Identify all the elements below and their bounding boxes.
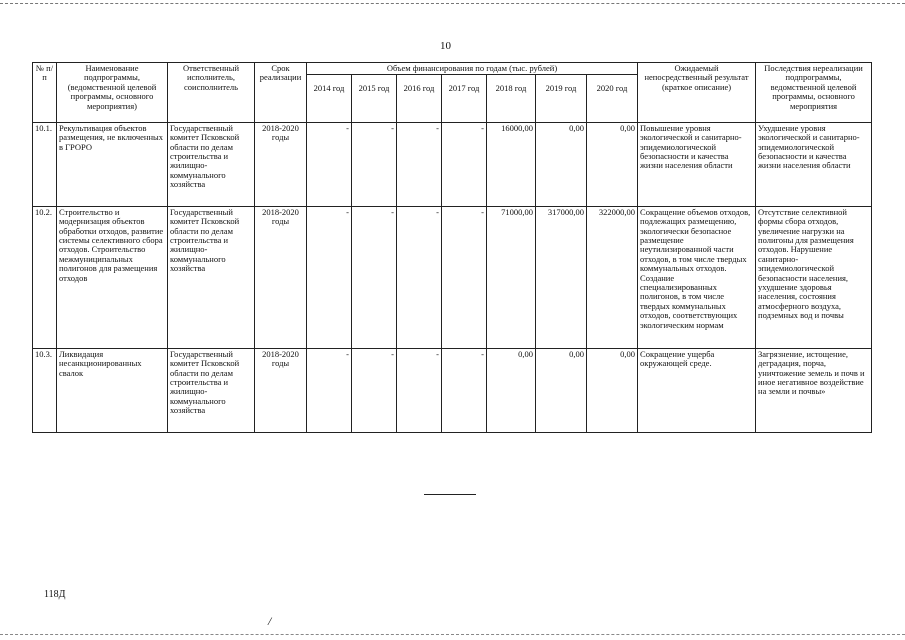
funding-table [32,62,872,433]
row-value: - [307,122,352,206]
row-executor: Государственный комитет Псковской области по делам строительства и жилищно-коммунального хозяйства [168,122,255,206]
row-result: Сокращение ущерба окружающей среде. [638,348,756,432]
row-value: - [352,122,397,206]
header-num: № п/п [33,63,57,123]
row-value: - [397,348,442,432]
row-value: - [442,348,487,432]
row-value: 16000,00 [487,122,536,206]
row-value: - [442,122,487,206]
row-consequences: Ухудшение уровня экологической и санитарно-эпидемиологической безопасности и качества жизни населения области [756,122,872,206]
row-value: 0,00 [487,348,536,432]
header-year: 2019 год [536,75,587,122]
row-name: Ликвидация несанкционированных свалок [57,348,168,432]
header-year: 2015 год [352,75,397,122]
pen-mark: / [268,614,272,628]
row-value: 0,00 [587,348,638,432]
header-year: 2017 год [442,75,487,122]
row-value: - [307,348,352,432]
row-num: 10.2. [33,206,57,348]
row-consequences: Загрязнение, истощение, деградация, порча, уничтожение земель и почв и иное негативное воздействие на земли и почвы» [756,348,872,432]
scan-edge-bottom [0,634,905,635]
row-num: 10.1. [33,122,57,206]
row-value: - [352,206,397,348]
row-value: - [352,348,397,432]
header-year: 2018 год [487,75,536,122]
row-name: Строительство и модернизация объектов обработки отходов, развитие системы селективного сбора отходов. Строительство межмуниципальных полигонов для размещения отходов [57,206,168,348]
header-result: Ожидаемый непосредственный результат (краткое описание) [638,63,756,123]
footer-rule [424,494,476,495]
header-funding: Объем финансирования по годам (тыс. рублей) [307,63,638,75]
row-value: - [397,206,442,348]
header-name: Наименование подпрограммы, (ведомственной целевой программы, основного мероприятия) [57,63,168,123]
row-value: - [397,122,442,206]
row-value: 0,00 [536,122,587,206]
row-executor: Государственный комитет Псковской области по делам строительства и жилищно-коммунального хозяйства [168,206,255,348]
header-consequences: Последствия нереализации подпрограммы, ведомственной целевой программы, основного мероприятия [756,63,872,123]
row-value: - [442,206,487,348]
row-value: - [307,206,352,348]
row-period: 2018-2020 годы [255,348,307,432]
table-row [33,206,872,348]
row-value: 71000,00 [487,206,536,348]
row-num: 10.3. [33,348,57,432]
row-result: Повышение уровня экологической и санитарно-эпидемиологической безопасности и качества жизни населения области [638,122,756,206]
row-value: 0,00 [536,348,587,432]
header-row [33,63,872,75]
row-value: 317000,00 [536,206,587,348]
header-year: 2020 год [587,75,638,122]
table-row [33,348,872,432]
row-period: 2018-2020 годы [255,122,307,206]
header-executor: Ответственный исполнитель, соисполнитель [168,63,255,123]
scan-edge-top [0,3,905,4]
row-value: 0,00 [587,122,638,206]
header-year: 2014 год [307,75,352,122]
header-year: 2016 год [397,75,442,122]
row-name: Рекультивация объектов размещения, не включенных в ГРОРО [57,122,168,206]
row-result: Сокращение объемов отходов, подлежащих размещению, экологически безопасное размещение неутилизированной части отходов, в том числе твердых коммунальных отходов. Создание специализированных полигонов, в том числе твердых коммунальных отходов, соответствующих экологическим нормам [638,206,756,348]
document-stamp: 118Д [44,589,66,600]
row-executor: Государственный комитет Псковской области по делам строительства и жилищно-коммунального хозяйства [168,348,255,432]
row-period: 2018-2020 годы [255,206,307,348]
row-consequences: Отсутствие селективной формы сбора отходов, увеличение нагрузки на полигоны для размещения отходов. Нарушение санитарно-эпидемиологической безопасности населения, ухудшение здоровья населения, состояния атмосферного воздуха, подземных вод и почвы [756,206,872,348]
page-number: 10 [440,40,451,52]
table-row [33,122,872,206]
row-value: 322000,00 [587,206,638,348]
header-period: Срок реализации [255,63,307,123]
